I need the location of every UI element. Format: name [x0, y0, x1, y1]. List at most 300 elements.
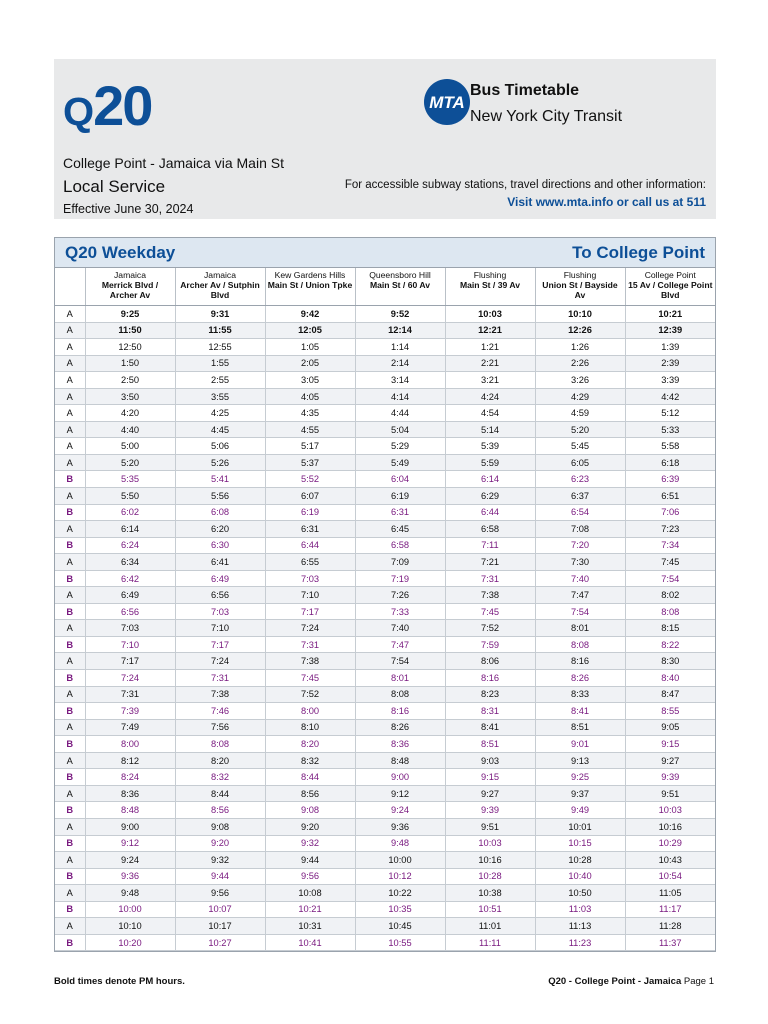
time-cell: 5:06: [175, 438, 265, 455]
time-cell: 6:34: [85, 554, 175, 571]
table-row: [55, 504, 715, 521]
time-cell: 9:01: [535, 736, 625, 753]
time-cell: 10:28: [535, 852, 625, 869]
time-cell: 8:32: [265, 752, 355, 769]
time-cell: 8:02: [625, 587, 715, 604]
table-row: [55, 554, 715, 571]
timetable-header: [54, 59, 716, 219]
time-cell: 8:16: [445, 670, 535, 687]
time-cell: 8:44: [265, 769, 355, 786]
time-cell: 9:25: [85, 306, 175, 323]
time-cell: 10:54: [625, 868, 715, 885]
time-cell: 4:24: [445, 388, 535, 405]
time-cell: 9:51: [445, 818, 535, 835]
stop-header: Jamaica Merrick Blvd / Archer Av: [85, 268, 175, 306]
time-cell: 7:31: [265, 636, 355, 653]
time-cell: 1:39: [625, 339, 715, 356]
trip-variant: A: [55, 587, 85, 604]
time-cell: 10:35: [355, 901, 445, 918]
time-cell: 1:21: [445, 339, 535, 356]
time-cell: 9:51: [625, 785, 715, 802]
time-cell: 7:10: [265, 587, 355, 604]
time-cell: 4:14: [355, 388, 445, 405]
time-cell: 7:03: [175, 603, 265, 620]
time-cell: 5:45: [535, 438, 625, 455]
trip-variant: A: [55, 752, 85, 769]
time-cell: 5:12: [625, 405, 715, 422]
trip-variant: B: [55, 670, 85, 687]
time-cell: 2:39: [625, 355, 715, 372]
time-cell: 10:03: [445, 306, 535, 323]
time-cell: 10:00: [355, 852, 445, 869]
time-cell: 7:19: [355, 570, 445, 587]
time-cell: 7:17: [175, 636, 265, 653]
time-cell: 9:44: [265, 852, 355, 869]
time-cell: 5:37: [265, 454, 355, 471]
time-cell: 7:54: [535, 603, 625, 620]
table-row: [55, 620, 715, 637]
service-type: Local Service: [63, 177, 166, 196]
table-row: [55, 636, 715, 653]
time-cell: 7:52: [265, 686, 355, 703]
accessibility-note: For accessible subway stations, travel directions and other information:: [344, 179, 706, 191]
trip-variant: B: [55, 736, 85, 753]
time-cell: 2:14: [355, 355, 445, 372]
time-cell: 9:52: [355, 306, 445, 323]
time-cell: 3:39: [625, 372, 715, 389]
trip-variant: B: [55, 802, 85, 819]
timetable-direction: To College Point: [572, 242, 705, 262]
trip-variant: B: [55, 934, 85, 951]
time-cell: 8:47: [625, 686, 715, 703]
time-cell: 8:56: [175, 802, 265, 819]
time-cell: 8:15: [625, 620, 715, 637]
trip-variant: A: [55, 388, 85, 405]
time-cell: 9:08: [265, 802, 355, 819]
time-cell: 7:24: [265, 620, 355, 637]
time-cell: 6:19: [265, 504, 355, 521]
trip-variant: A: [55, 421, 85, 438]
time-cell: 8:23: [445, 686, 535, 703]
time-cell: 10:50: [535, 885, 625, 902]
time-cell: 9:00: [85, 818, 175, 835]
table-row: [55, 438, 715, 455]
time-cell: 10:10: [85, 918, 175, 935]
time-cell: 8:26: [535, 670, 625, 687]
time-cell: 5:41: [175, 471, 265, 488]
mta-logo-icon: [424, 79, 470, 125]
time-cell: 7:31: [85, 686, 175, 703]
time-cell: 7:33: [355, 603, 445, 620]
table-row: [55, 719, 715, 736]
time-cell: 4:42: [625, 388, 715, 405]
time-cell: 6:37: [535, 488, 625, 505]
time-cell: 6:05: [535, 454, 625, 471]
time-cell: 8:48: [85, 802, 175, 819]
stop-header: Jamaica Archer Av / Sutphin Blvd: [175, 268, 265, 306]
time-cell: 3:55: [175, 388, 265, 405]
variant-column-header: [55, 268, 85, 306]
time-cell: 5:56: [175, 488, 265, 505]
time-cell: 10:17: [175, 918, 265, 935]
time-cell: 7:11: [445, 537, 535, 554]
time-cell: 5:29: [355, 438, 445, 455]
trip-variant: A: [55, 653, 85, 670]
time-cell: 8:24: [85, 769, 175, 786]
time-cell: 12:26: [535, 322, 625, 339]
time-cell: 9:12: [85, 835, 175, 852]
time-cell: 11:13: [535, 918, 625, 935]
time-cell: 8:44: [175, 785, 265, 802]
table-row: [55, 521, 715, 538]
time-cell: 10:20: [85, 934, 175, 951]
time-cell: 7:26: [355, 587, 445, 604]
trip-variant: B: [55, 570, 85, 587]
time-cell: 12:21: [445, 322, 535, 339]
time-cell: 6:45: [355, 521, 445, 538]
trip-variant: B: [55, 835, 85, 852]
time-cell: 7:10: [175, 620, 265, 637]
time-cell: 9:42: [265, 306, 355, 323]
time-cell: 7:54: [625, 570, 715, 587]
time-cell: 6:49: [85, 587, 175, 604]
table-row: [55, 852, 715, 869]
time-cell: 8:08: [175, 736, 265, 753]
time-cell: 10:43: [625, 852, 715, 869]
time-cell: 10:15: [535, 835, 625, 852]
time-cell: 8:26: [355, 719, 445, 736]
visit-link[interactable]: Visit www.mta.info or call us at 511: [507, 195, 706, 209]
time-cell: 7:56: [175, 719, 265, 736]
table-row: [55, 339, 715, 356]
trip-variant: A: [55, 454, 85, 471]
time-cell: 7:10: [85, 636, 175, 653]
time-cell: 7:45: [625, 554, 715, 571]
time-cell: 7:21: [445, 554, 535, 571]
time-cell: 6:24: [85, 537, 175, 554]
time-cell: 9:31: [175, 306, 265, 323]
table-row: [55, 736, 715, 753]
table-row: [55, 653, 715, 670]
time-cell: 7:24: [175, 653, 265, 670]
time-cell: 4:20: [85, 405, 175, 422]
time-cell: 11:05: [625, 885, 715, 902]
trip-variant: B: [55, 504, 85, 521]
time-cell: 4:05: [265, 388, 355, 405]
time-cell: 5:20: [535, 421, 625, 438]
time-cell: 8:31: [445, 703, 535, 720]
time-cell: 5:00: [85, 438, 175, 455]
time-cell: 9:32: [265, 835, 355, 852]
time-cell: 8:08: [535, 636, 625, 653]
time-cell: 5:33: [625, 421, 715, 438]
time-cell: 7:08: [535, 521, 625, 538]
time-cell: 5:20: [85, 454, 175, 471]
time-cell: 6:14: [85, 521, 175, 538]
trip-variant: A: [55, 488, 85, 505]
time-cell: 6:18: [625, 454, 715, 471]
time-cell: 8:48: [355, 752, 445, 769]
time-cell: 9:08: [175, 818, 265, 835]
weekday-timetable: [54, 237, 716, 952]
time-cell: 10:03: [625, 802, 715, 819]
time-cell: 7:46: [175, 703, 265, 720]
time-cell: 10:41: [265, 934, 355, 951]
trip-variant: A: [55, 818, 85, 835]
time-cell: 7:49: [85, 719, 175, 736]
time-cell: 1:50: [85, 355, 175, 372]
time-cell: 9:56: [175, 885, 265, 902]
time-cell: 5:52: [265, 471, 355, 488]
time-cell: 6:14: [445, 471, 535, 488]
time-cell: 7:24: [85, 670, 175, 687]
time-cell: 5:59: [445, 454, 535, 471]
time-cell: 10:10: [535, 306, 625, 323]
time-cell: 6:07: [265, 488, 355, 505]
table-row: [55, 372, 715, 389]
table-row: [55, 405, 715, 422]
time-cell: 10:12: [355, 868, 445, 885]
trip-variant: A: [55, 554, 85, 571]
time-cell: 6:51: [625, 488, 715, 505]
time-cell: 10:08: [265, 885, 355, 902]
time-cell: 6:02: [85, 504, 175, 521]
table-row: [55, 603, 715, 620]
time-cell: 2:05: [265, 355, 355, 372]
trip-variant: A: [55, 785, 85, 802]
time-cell: 3:26: [535, 372, 625, 389]
time-cell: 3:21: [445, 372, 535, 389]
time-cell: 6:56: [85, 603, 175, 620]
schedule-table: [55, 268, 715, 951]
table-row: [55, 818, 715, 835]
svg-text:MTA: MTA: [429, 93, 465, 112]
time-cell: 4:54: [445, 405, 535, 422]
time-cell: 7:45: [265, 670, 355, 687]
time-cell: 9:36: [85, 868, 175, 885]
time-cell: 10:01: [535, 818, 625, 835]
time-cell: 5:58: [625, 438, 715, 455]
time-cell: 9:20: [265, 818, 355, 835]
time-cell: 7:38: [265, 653, 355, 670]
trip-variant: A: [55, 322, 85, 339]
time-cell: 7:17: [85, 653, 175, 670]
time-cell: 6:56: [175, 587, 265, 604]
time-cell: 9:39: [445, 802, 535, 819]
trip-variant: A: [55, 686, 85, 703]
time-cell: 1:55: [175, 355, 265, 372]
time-cell: 9:49: [535, 802, 625, 819]
time-cell: 3:14: [355, 372, 445, 389]
time-cell: 9:39: [625, 769, 715, 786]
time-cell: 9:48: [355, 835, 445, 852]
time-cell: 10:16: [625, 818, 715, 835]
time-cell: 5:04: [355, 421, 445, 438]
table-row: [55, 537, 715, 554]
time-cell: 11:17: [625, 901, 715, 918]
time-cell: 9:00: [355, 769, 445, 786]
time-cell: 7:31: [175, 670, 265, 687]
table-row: [55, 785, 715, 802]
time-cell: 7:34: [625, 537, 715, 554]
table-row: [55, 868, 715, 885]
time-cell: 7:09: [355, 554, 445, 571]
time-cell: 5:14: [445, 421, 535, 438]
time-cell: 8:10: [265, 719, 355, 736]
footer-page-label: Q20 - College Point - Jamaica Page 1: [548, 976, 714, 987]
time-cell: 10:16: [445, 852, 535, 869]
time-cell: 8:01: [535, 620, 625, 637]
time-cell: 4:25: [175, 405, 265, 422]
time-cell: 8:33: [535, 686, 625, 703]
trip-variant: A: [55, 355, 85, 372]
time-cell: 10:28: [445, 868, 535, 885]
table-row: [55, 421, 715, 438]
trip-variant: A: [55, 521, 85, 538]
time-cell: 7:52: [445, 620, 535, 637]
trip-variant: A: [55, 438, 85, 455]
trip-variant: A: [55, 719, 85, 736]
time-cell: 9:37: [535, 785, 625, 802]
time-cell: 8:36: [355, 736, 445, 753]
time-cell: 6:44: [445, 504, 535, 521]
time-cell: 4:40: [85, 421, 175, 438]
time-cell: 8:16: [535, 653, 625, 670]
time-cell: 9:12: [355, 785, 445, 802]
time-cell: 4:59: [535, 405, 625, 422]
table-row: [55, 802, 715, 819]
time-cell: 7:38: [175, 686, 265, 703]
table-row: [55, 752, 715, 769]
time-cell: 10:51: [445, 901, 535, 918]
time-cell: 12:14: [355, 322, 445, 339]
time-cell: 1:14: [355, 339, 445, 356]
time-cell: 8:41: [535, 703, 625, 720]
trip-variant: B: [55, 537, 85, 554]
time-cell: 4:45: [175, 421, 265, 438]
trip-variant: B: [55, 636, 85, 653]
time-cell: 10:00: [85, 901, 175, 918]
time-cell: 10:40: [535, 868, 625, 885]
schedule-body: [55, 306, 715, 951]
time-cell: 7:03: [85, 620, 175, 637]
time-cell: 12:39: [625, 322, 715, 339]
time-cell: 8:55: [625, 703, 715, 720]
trip-variant: B: [55, 901, 85, 918]
time-cell: 7:47: [355, 636, 445, 653]
time-cell: 4:35: [265, 405, 355, 422]
time-cell: 11:11: [445, 934, 535, 951]
trip-variant: B: [55, 471, 85, 488]
time-cell: 8:32: [175, 769, 265, 786]
time-cell: 5:50: [85, 488, 175, 505]
time-cell: 6:20: [175, 521, 265, 538]
time-cell: 9:24: [355, 802, 445, 819]
time-cell: 8:06: [445, 653, 535, 670]
time-cell: 10:29: [625, 835, 715, 852]
time-cell: 7:31: [445, 570, 535, 587]
time-cell: 8:12: [85, 752, 175, 769]
time-cell: 8:00: [85, 736, 175, 753]
time-cell: 7:54: [355, 653, 445, 670]
table-row: [55, 901, 715, 918]
time-cell: 6:39: [625, 471, 715, 488]
time-cell: 12:05: [265, 322, 355, 339]
table-row: [55, 570, 715, 587]
time-cell: 11:28: [625, 918, 715, 935]
time-cell: 8:01: [355, 670, 445, 687]
time-cell: 9:25: [535, 769, 625, 786]
timetable-name: Q20 Weekday: [65, 242, 176, 262]
time-cell: 8:36: [85, 785, 175, 802]
time-cell: 6:29: [445, 488, 535, 505]
time-cell: 7:40: [355, 620, 445, 637]
time-cell: 5:26: [175, 454, 265, 471]
time-cell: 10:38: [445, 885, 535, 902]
table-row: [55, 670, 715, 687]
route-name: College Point - Jamaica via Main St: [63, 155, 284, 171]
time-cell: 6:08: [175, 504, 265, 521]
time-cell: 2:50: [85, 372, 175, 389]
time-cell: 8:00: [265, 703, 355, 720]
trip-variant: B: [55, 603, 85, 620]
timetable-title: Bus Timetable: [470, 82, 580, 99]
time-cell: 6:41: [175, 554, 265, 571]
time-cell: 12:55: [175, 339, 265, 356]
stops-header-row: [55, 268, 715, 306]
table-row: [55, 322, 715, 339]
timetable-bar: [55, 238, 715, 268]
table-row: [55, 686, 715, 703]
time-cell: 6:58: [445, 521, 535, 538]
time-cell: 8:08: [355, 686, 445, 703]
table-row: [55, 471, 715, 488]
time-cell: 7:40: [535, 570, 625, 587]
trip-variant: A: [55, 620, 85, 637]
trip-variant: B: [55, 769, 85, 786]
time-cell: 10:22: [355, 885, 445, 902]
time-cell: 7:38: [445, 587, 535, 604]
time-cell: 11:01: [445, 918, 535, 935]
time-cell: 7:45: [445, 603, 535, 620]
time-cell: 9:03: [445, 752, 535, 769]
time-cell: 4:29: [535, 388, 625, 405]
time-cell: 9:32: [175, 852, 265, 869]
time-cell: 7:17: [265, 603, 355, 620]
time-cell: 5:17: [265, 438, 355, 455]
time-cell: 9:44: [175, 868, 265, 885]
time-cell: 6:49: [175, 570, 265, 587]
trip-variant: A: [55, 339, 85, 356]
trip-variant: A: [55, 918, 85, 935]
table-row: [55, 587, 715, 604]
time-cell: 8:08: [625, 603, 715, 620]
time-cell: 6:58: [355, 537, 445, 554]
time-cell: 11:50: [85, 322, 175, 339]
time-cell: 10:07: [175, 901, 265, 918]
time-cell: 7:30: [535, 554, 625, 571]
time-cell: 1:26: [535, 339, 625, 356]
trip-variant: B: [55, 703, 85, 720]
time-cell: 11:03: [535, 901, 625, 918]
stop-header: Flushing Union St / Bayside Av: [535, 268, 625, 306]
time-cell: 6:31: [265, 521, 355, 538]
time-cell: 1:05: [265, 339, 355, 356]
table-row: [55, 488, 715, 505]
time-cell: 9:27: [625, 752, 715, 769]
table-row: [55, 454, 715, 471]
time-cell: 10:03: [445, 835, 535, 852]
